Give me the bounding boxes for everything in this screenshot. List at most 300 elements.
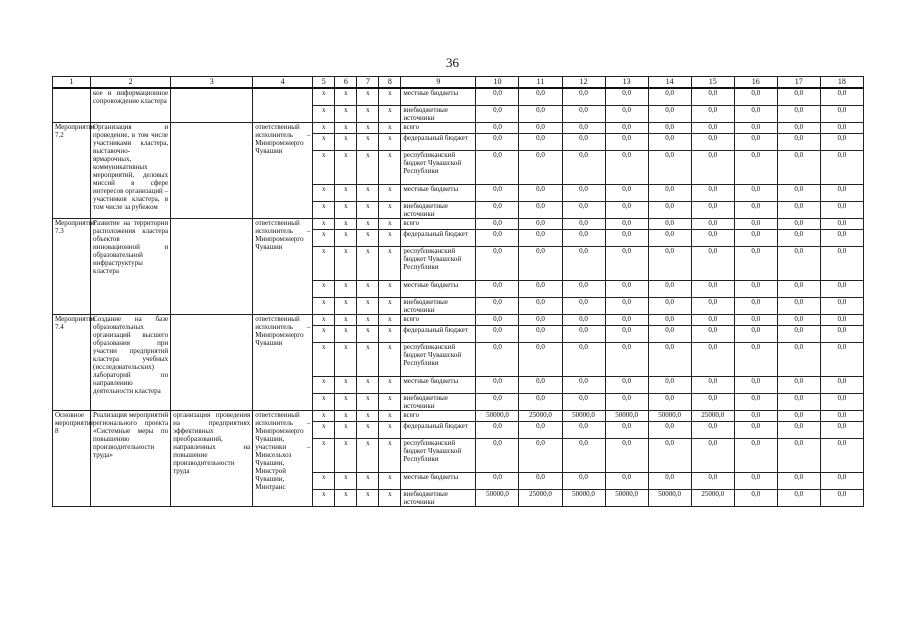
amount-cell: 0,0	[820, 150, 863, 184]
funding-source-cell: внебюджетные источники	[401, 297, 476, 314]
amount-cell: 0,0	[691, 393, 734, 410]
code-mark-cell: х	[313, 297, 335, 314]
amount-cell: 0,0	[605, 280, 648, 297]
code-mark-cell: х	[379, 314, 401, 325]
amount-cell: 0,0	[820, 297, 863, 314]
amount-cell: 0,0	[820, 438, 863, 472]
amount-cell: 0,0	[734, 314, 777, 325]
code-mark-cell: х	[379, 421, 401, 438]
amount-cell: 0,0	[562, 218, 605, 229]
amount-cell: 0,0	[820, 472, 863, 489]
funding-source-cell: республиканский бюджет Чувашской Республики	[401, 246, 476, 280]
amount-cell: 0,0	[777, 88, 820, 105]
amount-cell: 0,0	[691, 184, 734, 201]
amount-cell: 0,0	[519, 133, 562, 150]
amount-cell: 0,0	[476, 393, 519, 410]
amount-cell: 0,0	[648, 229, 691, 246]
amount-cell: 0,0	[519, 325, 562, 342]
amount-cell: 0,0	[605, 297, 648, 314]
amount-cell: 50000,0	[562, 410, 605, 421]
code-mark-cell: х	[335, 201, 357, 218]
amount-cell: 0,0	[562, 150, 605, 184]
amount-cell: 0,0	[476, 105, 519, 122]
code-mark-cell: х	[335, 438, 357, 472]
column-number-6: 6	[335, 77, 357, 89]
code-mark-cell: х	[357, 325, 379, 342]
funding-source-cell: всего	[401, 122, 476, 133]
column-number-7: 7	[357, 77, 379, 89]
column-number-18: 18	[820, 77, 863, 89]
code-mark-cell: х	[313, 280, 335, 297]
code-mark-cell: х	[335, 472, 357, 489]
code-mark-cell: х	[379, 410, 401, 421]
code-mark-cell: х	[313, 229, 335, 246]
code-mark-cell: х	[357, 314, 379, 325]
amount-cell: 0,0	[734, 280, 777, 297]
amount-cell: 0,0	[605, 122, 648, 133]
amount-cell: 0,0	[777, 297, 820, 314]
code-mark-cell: х	[357, 88, 379, 105]
amount-cell: 0,0	[648, 438, 691, 472]
amount-cell: 0,0	[605, 438, 648, 472]
amount-cell: 25000,0	[519, 410, 562, 421]
amount-cell: 0,0	[476, 280, 519, 297]
amount-cell: 0,0	[734, 438, 777, 472]
code-mark-cell: х	[357, 218, 379, 229]
amount-cell: 0,0	[648, 105, 691, 122]
column-number-15: 15	[691, 77, 734, 89]
amount-cell: 0,0	[820, 325, 863, 342]
executor-cell	[253, 88, 313, 122]
funding-source-cell: федеральный бюджет	[401, 325, 476, 342]
code-mark-cell: х	[379, 88, 401, 105]
amount-cell: 0,0	[562, 280, 605, 297]
funding-source-cell: внебюджетные источники	[401, 105, 476, 122]
code-mark-cell: х	[357, 184, 379, 201]
amount-cell: 0,0	[734, 201, 777, 218]
amount-cell: 50000,0	[648, 489, 691, 506]
code-mark-cell: х	[335, 184, 357, 201]
amount-cell: 0,0	[605, 342, 648, 376]
amount-cell: 0,0	[691, 150, 734, 184]
funding-source-cell: федеральный бюджет	[401, 133, 476, 150]
activity-name-cell: Развитие на территории расположения кластера объектов инновационной и образовательной инфраструктуры кластера	[91, 218, 171, 314]
code-mark-cell: х	[357, 229, 379, 246]
code-mark-cell: х	[313, 342, 335, 376]
code-mark-cell: х	[357, 376, 379, 393]
amount-cell: 0,0	[605, 376, 648, 393]
column-number-5: 5	[313, 77, 335, 89]
column-number-13: 13	[605, 77, 648, 89]
amount-cell: 0,0	[519, 229, 562, 246]
code-mark-cell: х	[313, 201, 335, 218]
table-row	[53, 122, 864, 133]
amount-cell: 0,0	[476, 421, 519, 438]
amount-cell: 0,0	[820, 376, 863, 393]
amount-cell: 0,0	[734, 342, 777, 376]
amount-cell: 0,0	[519, 280, 562, 297]
code-mark-cell: х	[379, 150, 401, 184]
amount-cell: 0,0	[519, 122, 562, 133]
code-mark-cell: х	[335, 410, 357, 421]
activity-code-cell: Мероприятие 7.4	[53, 314, 91, 410]
amount-cell: 0,0	[777, 229, 820, 246]
amount-cell: 0,0	[562, 105, 605, 122]
amount-cell: 0,0	[777, 105, 820, 122]
amount-cell: 0,0	[777, 150, 820, 184]
code-mark-cell: х	[379, 133, 401, 150]
amount-cell: 0,0	[734, 325, 777, 342]
code-mark-cell: х	[379, 393, 401, 410]
amount-cell: 50000,0	[562, 489, 605, 506]
amount-cell: 50000,0	[476, 410, 519, 421]
amount-cell: 0,0	[562, 472, 605, 489]
amount-cell: 0,0	[519, 246, 562, 280]
column-numbers-row	[53, 77, 864, 89]
amount-cell: 0,0	[691, 88, 734, 105]
amount-cell: 0,0	[605, 472, 648, 489]
amount-cell: 0,0	[734, 393, 777, 410]
expected-result-cell	[171, 122, 253, 218]
amount-cell: 0,0	[691, 229, 734, 246]
amount-cell: 0,0	[691, 342, 734, 376]
activity-name-cell: Создание на базе образовательных организаций высшего образования при участии предприятий кластера учебных (исследовательских) лабораторий по направлению деятельности кластера	[91, 314, 171, 410]
amount-cell: 0,0	[734, 229, 777, 246]
amount-cell: 0,0	[691, 218, 734, 229]
amount-cell: 0,0	[777, 325, 820, 342]
code-mark-cell: х	[379, 489, 401, 506]
amount-cell: 0,0	[777, 421, 820, 438]
amount-cell: 0,0	[519, 342, 562, 376]
amount-cell: 0,0	[605, 393, 648, 410]
code-mark-cell: х	[335, 88, 357, 105]
amount-cell: 0,0	[562, 229, 605, 246]
amount-cell: 0,0	[734, 376, 777, 393]
amount-cell: 0,0	[691, 421, 734, 438]
code-mark-cell: х	[379, 325, 401, 342]
amount-cell: 0,0	[820, 393, 863, 410]
code-mark-cell: х	[313, 410, 335, 421]
code-mark-cell: х	[335, 314, 357, 325]
amount-cell: 0,0	[519, 438, 562, 472]
code-mark-cell: х	[357, 280, 379, 297]
amount-cell: 0,0	[648, 325, 691, 342]
column-number-1: 1	[53, 77, 91, 89]
amount-cell: 0,0	[562, 342, 605, 376]
amount-cell: 0,0	[562, 297, 605, 314]
amount-cell: 0,0	[648, 122, 691, 133]
executor-cell: ответственный исполнитель – Минпромэнерго Чувашии	[253, 122, 313, 218]
code-mark-cell: х	[379, 105, 401, 122]
code-mark-cell: х	[313, 325, 335, 342]
amount-cell: 0,0	[605, 218, 648, 229]
amount-cell: 0,0	[476, 376, 519, 393]
amount-cell: 0,0	[648, 133, 691, 150]
code-mark-cell: х	[313, 88, 335, 105]
code-mark-cell: х	[357, 122, 379, 133]
code-mark-cell: х	[335, 376, 357, 393]
expected-result-cell: организация проведения на предприятиях эффективных преобразований, направленных на повышение производительности труда	[171, 410, 253, 506]
amount-cell: 0,0	[777, 393, 820, 410]
code-mark-cell: х	[357, 472, 379, 489]
amount-cell: 0,0	[519, 150, 562, 184]
code-mark-cell: х	[379, 342, 401, 376]
code-mark-cell: х	[313, 184, 335, 201]
column-number-2: 2	[91, 77, 171, 89]
amount-cell: 0,0	[562, 201, 605, 218]
activity-name-cell: кое и информационное сопровождение кластера	[91, 88, 171, 122]
expected-result-cell	[171, 314, 253, 410]
amount-cell: 0,0	[562, 438, 605, 472]
amount-cell: 0,0	[476, 150, 519, 184]
amount-cell: 0,0	[820, 489, 863, 506]
amount-cell: 0,0	[820, 280, 863, 297]
code-mark-cell: х	[379, 218, 401, 229]
amount-cell: 0,0	[777, 472, 820, 489]
amount-cell: 0,0	[648, 342, 691, 376]
amount-cell: 0,0	[519, 376, 562, 393]
amount-cell: 0,0	[519, 393, 562, 410]
table-row	[53, 314, 864, 325]
amount-cell: 0,0	[605, 314, 648, 325]
activity-code-cell: Мероприятие 7.2	[53, 122, 91, 218]
amount-cell: 25000,0	[691, 489, 734, 506]
code-mark-cell: х	[313, 472, 335, 489]
code-mark-cell: х	[379, 438, 401, 472]
amount-cell: 0,0	[476, 325, 519, 342]
code-mark-cell: х	[313, 105, 335, 122]
amount-cell: 0,0	[605, 184, 648, 201]
amount-cell: 0,0	[605, 150, 648, 184]
code-mark-cell: х	[357, 342, 379, 376]
amount-cell: 0,0	[519, 218, 562, 229]
code-mark-cell: х	[335, 489, 357, 506]
amount-cell: 0,0	[691, 314, 734, 325]
amount-cell: 0,0	[476, 201, 519, 218]
amount-cell: 0,0	[476, 229, 519, 246]
amount-cell: 0,0	[605, 88, 648, 105]
amount-cell: 0,0	[519, 421, 562, 438]
amount-cell: 0,0	[820, 133, 863, 150]
amount-cell: 0,0	[605, 229, 648, 246]
funding-source-cell: внебюджетные источники	[401, 201, 476, 218]
column-number-4: 4	[253, 77, 313, 89]
code-mark-cell: х	[357, 201, 379, 218]
amount-cell: 0,0	[648, 314, 691, 325]
amount-cell: 0,0	[777, 133, 820, 150]
table-row	[53, 410, 864, 421]
amount-cell: 0,0	[777, 122, 820, 133]
amount-cell: 25000,0	[691, 410, 734, 421]
code-mark-cell: х	[379, 229, 401, 246]
amount-cell: 0,0	[734, 218, 777, 229]
code-mark-cell: х	[313, 218, 335, 229]
amount-cell: 0,0	[648, 280, 691, 297]
code-mark-cell: х	[357, 410, 379, 421]
amount-cell: 0,0	[820, 410, 863, 421]
amount-cell: 0,0	[476, 122, 519, 133]
amount-cell: 0,0	[605, 105, 648, 122]
code-mark-cell: х	[335, 297, 357, 314]
column-number-8: 8	[379, 77, 401, 89]
activity-name-cell: Организация и проведение, в том числе участниками кластера, выставочно-ярмарочных, коммуникативных мероприятий, деловых миссий в сфере интересов организаций – участников кластера, в том числе за рубежом	[91, 122, 171, 218]
code-mark-cell: х	[357, 246, 379, 280]
amount-cell: 0,0	[734, 472, 777, 489]
amount-cell: 0,0	[562, 246, 605, 280]
code-mark-cell: х	[335, 246, 357, 280]
amount-cell: 0,0	[820, 88, 863, 105]
amount-cell: 0,0	[476, 314, 519, 325]
amount-cell: 0,0	[648, 297, 691, 314]
amount-cell: 0,0	[519, 201, 562, 218]
amount-cell: 0,0	[648, 421, 691, 438]
amount-cell: 0,0	[476, 133, 519, 150]
code-mark-cell: х	[313, 438, 335, 472]
code-mark-cell: х	[313, 393, 335, 410]
amount-cell: 0,0	[562, 393, 605, 410]
amount-cell: 0,0	[605, 133, 648, 150]
amount-cell: 0,0	[820, 105, 863, 122]
code-mark-cell: х	[335, 105, 357, 122]
code-mark-cell: х	[335, 122, 357, 133]
amount-cell: 0,0	[562, 133, 605, 150]
amount-cell: 0,0	[648, 88, 691, 105]
amount-cell: 0,0	[734, 297, 777, 314]
code-mark-cell: х	[335, 280, 357, 297]
code-mark-cell: х	[335, 342, 357, 376]
funding-source-cell: внебюджетные источники	[401, 489, 476, 506]
column-number-9: 9	[401, 77, 476, 89]
amount-cell: 0,0	[691, 105, 734, 122]
funding-source-cell: местные бюджеты	[401, 184, 476, 201]
table-body	[53, 88, 864, 506]
funding-source-cell: местные бюджеты	[401, 88, 476, 105]
expected-result-cell	[171, 218, 253, 314]
amount-cell: 50000,0	[476, 489, 519, 506]
amount-cell: 0,0	[691, 325, 734, 342]
amount-cell: 0,0	[691, 133, 734, 150]
code-mark-cell: х	[379, 376, 401, 393]
amount-cell: 0,0	[777, 201, 820, 218]
amount-cell: 0,0	[734, 122, 777, 133]
code-mark-cell: х	[379, 297, 401, 314]
code-mark-cell: х	[313, 246, 335, 280]
amount-cell: 0,0	[691, 201, 734, 218]
code-mark-cell: х	[357, 393, 379, 410]
amount-cell: 0,0	[734, 105, 777, 122]
amount-cell: 0,0	[476, 218, 519, 229]
amount-cell: 0,0	[691, 472, 734, 489]
amount-cell: 0,0	[691, 438, 734, 472]
code-mark-cell: х	[357, 421, 379, 438]
code-mark-cell: х	[357, 438, 379, 472]
activity-code-cell: Мероприятие 7.3	[53, 218, 91, 314]
amount-cell: 0,0	[476, 342, 519, 376]
code-mark-cell: х	[335, 393, 357, 410]
code-mark-cell: х	[357, 297, 379, 314]
amount-cell: 0,0	[476, 438, 519, 472]
amount-cell: 0,0	[734, 410, 777, 421]
amount-cell: 0,0	[519, 472, 562, 489]
amount-cell: 0,0	[648, 393, 691, 410]
column-number-12: 12	[562, 77, 605, 89]
amount-cell: 0,0	[734, 421, 777, 438]
amount-cell: 0,0	[777, 410, 820, 421]
executor-cell: ответственный исполнитель – Минпромэнерго Чувашии	[253, 218, 313, 314]
code-mark-cell: х	[379, 246, 401, 280]
amount-cell: 0,0	[648, 201, 691, 218]
amount-cell: 0,0	[605, 246, 648, 280]
amount-cell: 0,0	[734, 150, 777, 184]
amount-cell: 0,0	[820, 201, 863, 218]
amount-cell: 0,0	[777, 342, 820, 376]
code-mark-cell: х	[313, 122, 335, 133]
column-number-16: 16	[734, 77, 777, 89]
amount-cell: 0,0	[777, 438, 820, 472]
amount-cell: 0,0	[691, 246, 734, 280]
column-number-11: 11	[519, 77, 562, 89]
funding-source-cell: республиканский бюджет Чувашской Республики	[401, 342, 476, 376]
amount-cell: 0,0	[562, 184, 605, 201]
amount-cell: 0,0	[519, 184, 562, 201]
amount-cell: 0,0	[476, 297, 519, 314]
code-mark-cell: х	[357, 105, 379, 122]
amount-cell: 0,0	[820, 421, 863, 438]
amount-cell: 0,0	[648, 246, 691, 280]
funding-source-cell: всего	[401, 314, 476, 325]
code-mark-cell: х	[357, 133, 379, 150]
amount-cell: 0,0	[476, 246, 519, 280]
amount-cell: 0,0	[820, 122, 863, 133]
budget-table	[52, 76, 864, 507]
activity-name-cell: Реализация мероприятий регионального проекта «Системные меры по повышению производительности труда»	[91, 410, 171, 506]
amount-cell: 0,0	[648, 184, 691, 201]
amount-cell: 0,0	[734, 184, 777, 201]
amount-cell: 50000,0	[648, 410, 691, 421]
amount-cell: 0,0	[562, 376, 605, 393]
amount-cell: 0,0	[562, 122, 605, 133]
amount-cell: 0,0	[734, 133, 777, 150]
amount-cell: 0,0	[648, 150, 691, 184]
code-mark-cell: х	[335, 229, 357, 246]
executor-cell: ответственный исполнитель – Минпромэнерго Чувашии	[253, 314, 313, 410]
amount-cell: 0,0	[476, 472, 519, 489]
amount-cell: 0,0	[648, 376, 691, 393]
amount-cell: 0,0	[777, 376, 820, 393]
funding-source-cell: всего	[401, 218, 476, 229]
executor-cell: ответственный исполнитель – Минпромэнерго Чувашии, участники – Минсельхоз Чувашии, Минстрой Чувашии, Минтранс	[253, 410, 313, 506]
amount-cell: 0,0	[562, 314, 605, 325]
code-mark-cell: х	[313, 489, 335, 506]
amount-cell: 0,0	[734, 246, 777, 280]
amount-cell: 0,0	[562, 325, 605, 342]
amount-cell: 0,0	[519, 105, 562, 122]
amount-cell: 0,0	[777, 218, 820, 229]
code-mark-cell: х	[379, 280, 401, 297]
amount-cell: 0,0	[476, 184, 519, 201]
amount-cell: 0,0	[691, 297, 734, 314]
amount-cell: 50000,0	[605, 489, 648, 506]
amount-cell: 0,0	[820, 218, 863, 229]
column-number-14: 14	[648, 77, 691, 89]
code-mark-cell: х	[379, 201, 401, 218]
funding-source-cell: местные бюджеты	[401, 280, 476, 297]
amount-cell: 0,0	[820, 229, 863, 246]
activity-code-cell: Основное мероприятие 8	[53, 410, 91, 506]
amount-cell: 0,0	[777, 184, 820, 201]
amount-cell: 0,0	[777, 489, 820, 506]
column-number-10: 10	[476, 77, 519, 89]
